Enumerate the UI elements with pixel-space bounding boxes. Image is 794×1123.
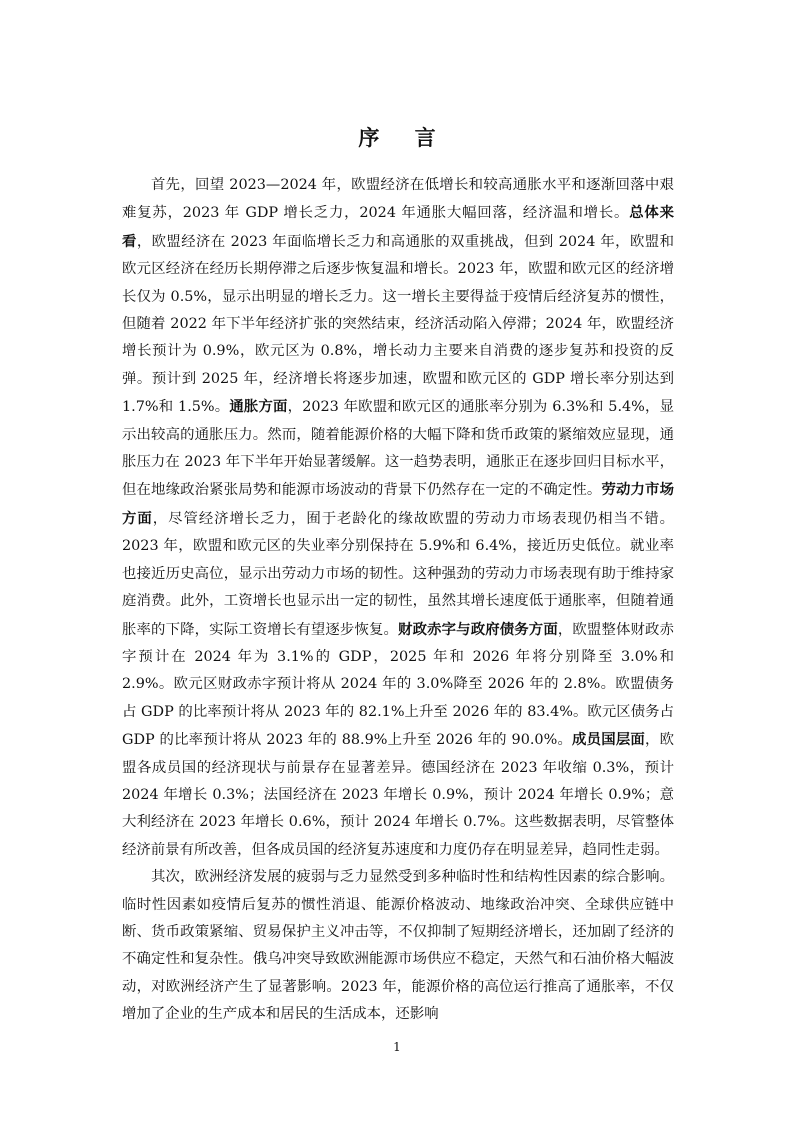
bold-heading: 总体来看: [122, 204, 674, 250]
paragraph: [122, 172, 674, 864]
text-run: ，欧盟整体财政赤字预计在 2024 年为 3.1%的 GDP，2025 年和 2026 年将分别降至 3.0%和 2.9%。欧元区财政赤字预计将从 2024 年的 3.0%降至 2026 年的 2.8%。欧盟债务占 GDP 的比率预计将从 2023 年的 82.1%上升至 2026 年的 83.4%。欧元区债务占 GDP 的比率预计将从 2023 年的 88.9%上升至 2026 年的 90.0%。: [122, 621, 674, 749]
document-body: [122, 172, 674, 1029]
bold-heading: 劳动力市场方面: [122, 481, 674, 527]
page-title: 序 言: [358, 125, 450, 150]
text-run: ，欧盟各成员国的经济现状与前景存在显著差异。德国经济在 2023 年收缩 0.3%，预计 2024 年增长 0.3%；法国经济在 2023 年增长 0.9%，预计 2024 年增长 0.9%；意大利经济在 2023 年增长 0.6%，预计 2024 年增长 0.7%。这些数据表明，尽管整体经济前景有所改善，但各成员国的经济复苏速度和力度仍存在明显差异，趋同性走弱。: [122, 732, 674, 858]
bold-heading: 通胀方面: [229, 398, 288, 416]
text-run: ，2023 年欧盟和欧元区的通胀率分别为 6.3%和 5.4%，显示出较高的通胀压力。然而，随着能源价格的大幅下降和货币政策的紧缩效应显现，通胀压力在 2023 年下半年开始显著缓解。这一趋势表明，通胀正在逐步回归目标水平，但在地缘政治紧张局势和能源市场波动的背景下仍然存在一定的不确定性。: [122, 399, 674, 499]
text-run: ，欧盟经济在 2023 年面临增长乏力和高通胀的双重挑战，但到 2024 年，欧盟和欧元区经济在经历长期停滞之后逐步恢复温和增长。2023 年，欧盟和欧元区的经济增长仅为 0.5%，显示出明显的增长乏力。这一增长主要得益于疫情后经济复苏的惯性，但随着 2022 年下半年经济扩张的突然结束，经济活动陷入停滞；2024 年，欧盟经济增长预计为 0.9%，欧元区为 0.8%，增长动力主要来自消费的逐步复苏和投资的反弹。预计到 2025 年，经济增长将逐步加速，欧盟和欧元区的 GDP 增长率分别达到 1.7%和 1.5%。: [122, 233, 674, 416]
paragraph: 其次，欧洲经济发展的疲弱与乏力显然受到多种临时性和结构性因素的综合影响。临时性因素如疫情后复苏的惯性消退、能源价格波动、地缘政治冲突、全球供应链中断、货币政策紧缩、贸易保护主义冲击等，不仅抑制了短期经济增长，还加剧了经济的不确定性和复杂性。俄乌冲突导致欧洲能源市场供应不稳定，天然气和石油价格大幅波动，对欧洲经济产生了显著影响。2023 年，能源价格的高位运行推高了通胀率，不仅增加了企业的生产成本和居民的生活成本，还影响: [122, 869, 674, 1023]
page-number: 1: [393, 1040, 401, 1054]
text-run: ，尽管经济增长乏力，囿于老龄化的缘故欧盟的劳动力市场表现仍相当不错。2023 年，欧盟和欧元区的失业率分别保持在 5.9%和 6.4%，接近历史低位。就业率也接近历史高位，显示出劳动力市场的韧性。这种强劲的劳动力市场表现有助于维持家庭消费。此外，工资增长也显示出一定的韧性，虽然其增长速度低于通胀率，但随着通胀率的下降，实际工资增长有望逐步恢复。: [122, 510, 674, 638]
bold-heading: 成员国层面: [572, 731, 645, 749]
bold-heading: 财政赤字与政府债务方面: [398, 620, 558, 638]
text-run: 首先，回望 2023—2024 年，欧盟经济在低增长和较高通胀水平和逐渐回落中艰难复苏，2023 年 GDP 增长乏力，2024 年通胀大幅回落，经济温和增长。: [122, 177, 674, 222]
